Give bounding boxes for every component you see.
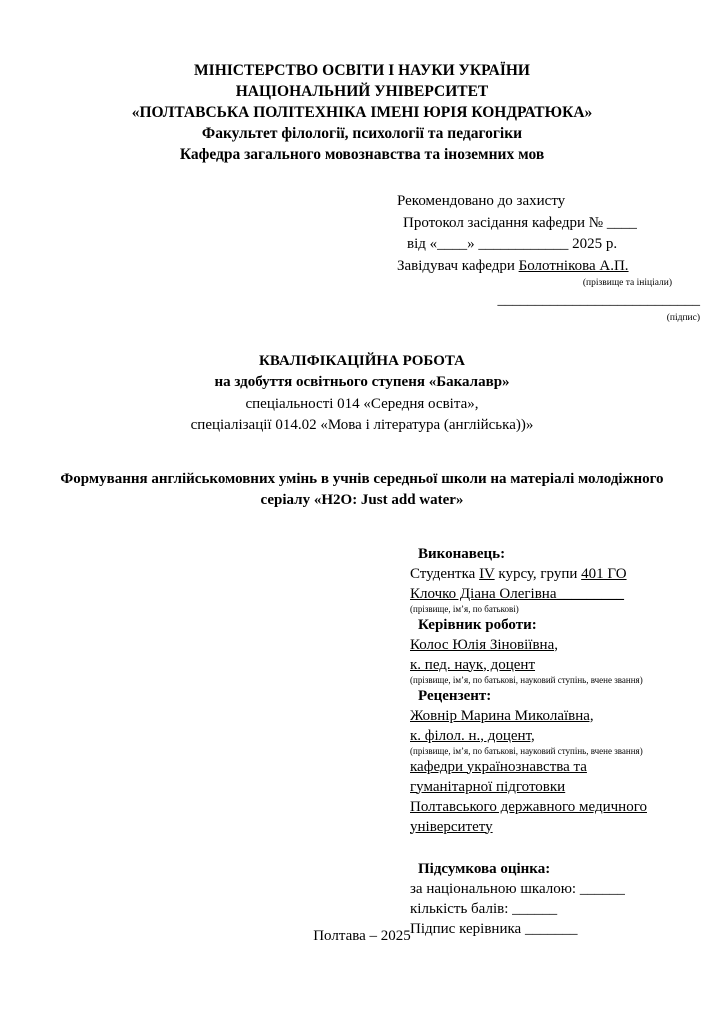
department-head-line <box>397 256 700 278</box>
reviewer-affiliation-line-2: гуманітарної підготовки <box>410 778 566 795</box>
supervisor-name: Колос Юлія Зіновіївна, <box>410 636 558 653</box>
supervisor-degree: к. пед. наук, доцент <box>410 656 536 673</box>
executor-hint: (прізвище, ім’я, по батькові) <box>410 603 519 614</box>
supervisor-signature-line: Підпис керівника _______ <box>410 920 578 937</box>
footer-city-year: Полтава – 2025 <box>313 928 411 944</box>
grade-scale-line: за національною шкалою: ______ <box>410 880 625 897</box>
university-name-quoted: «ПОЛТАВСЬКА ПОЛІТЕХНІКА ІМЕНІ ЮРІЯ КОНДРАТЮКА» <box>131 104 593 121</box>
document-header <box>0 0 724 165</box>
approval-block <box>397 191 700 325</box>
reviewer-label: Рецензент: <box>418 687 492 704</box>
student-course-number: IV <box>479 565 495 582</box>
supervisor-label: Керівник роботи: <box>418 616 537 633</box>
date-line: від «____» ____________ 2025 р. <box>407 236 618 252</box>
qualification-work-title: КВАЛІФІКАЦІЙНА РОБОТА <box>259 352 465 369</box>
reviewer-affiliation-line-1: кафедри українознавства та <box>410 758 587 775</box>
reviewer-name: Жовнір Марина Миколаївна, <box>410 707 594 724</box>
degree-line: на здобуття освітнього ступеня «Бакалавр» <box>214 374 510 390</box>
specialty-line: спеціальності 014 «Середня освіта», <box>245 395 479 412</box>
department-name: Кафедра загального мовознавства та іноземних мов <box>179 146 545 163</box>
supervisor-hint: (прізвище, ім’я, по батькові, науковий ступінь, вчене звання) <box>410 674 643 685</box>
student-course-prefix: Студентка <box>410 565 480 582</box>
grade-points-line: кількість балів: ______ <box>410 900 558 917</box>
department-head-name: Болотнікова А.П. <box>518 257 629 274</box>
reviewer-hint: (прізвище, ім’я, по батькові, науковий ступінь, вчене звання) <box>410 745 643 756</box>
student-group: 401 ГО <box>581 565 627 582</box>
protocol-line: Протокол засідання кафедри № ____ <box>403 214 637 231</box>
faculty-name: Факультет філології, психології та педагогіки <box>201 125 523 142</box>
signature-line: ___________________________ <box>497 292 700 308</box>
ministry-title: МІНІСТЕРСТВО ОСВІТИ І НАУКИ УКРАЇНИ <box>194 62 530 79</box>
name-hint: (прізвище та ініціали) <box>582 278 672 288</box>
recommended-line: Рекомендовано до захисту <box>397 193 566 209</box>
qualification-work-block <box>0 351 724 437</box>
university-name-line: НАЦІОНАЛЬНИЙ УНІВЕРСИТЕТ <box>235 83 489 100</box>
specialization-line: спеціалізації 014.02 «Мова і література (англійська))» <box>190 417 534 433</box>
department-head-label: Завідувач кафедри <box>397 257 519 274</box>
student-name: Клочко Діана Олегівна_________ <box>410 585 624 602</box>
grade-label: Підсумкова оцінка: <box>418 860 551 877</box>
student-course-middle: курсу, групи <box>494 565 582 582</box>
reviewer-degree: к. філол. н., доцент, <box>410 727 535 744</box>
reviewer-affiliation-line-3: Полтавського державного медичного <box>410 798 647 815</box>
executor-label: Виконавець: <box>418 545 506 562</box>
thesis-title: Формування англійськомовних умінь в учнів середньої школи на матеріалі молодіжного серіалу «H2O: Just add water» <box>60 470 664 508</box>
credits-block <box>410 544 706 939</box>
student-course-line <box>410 564 706 584</box>
reviewer-affiliation-line-4: університету <box>410 818 493 835</box>
signature-hint: (підпис) <box>666 312 700 323</box>
